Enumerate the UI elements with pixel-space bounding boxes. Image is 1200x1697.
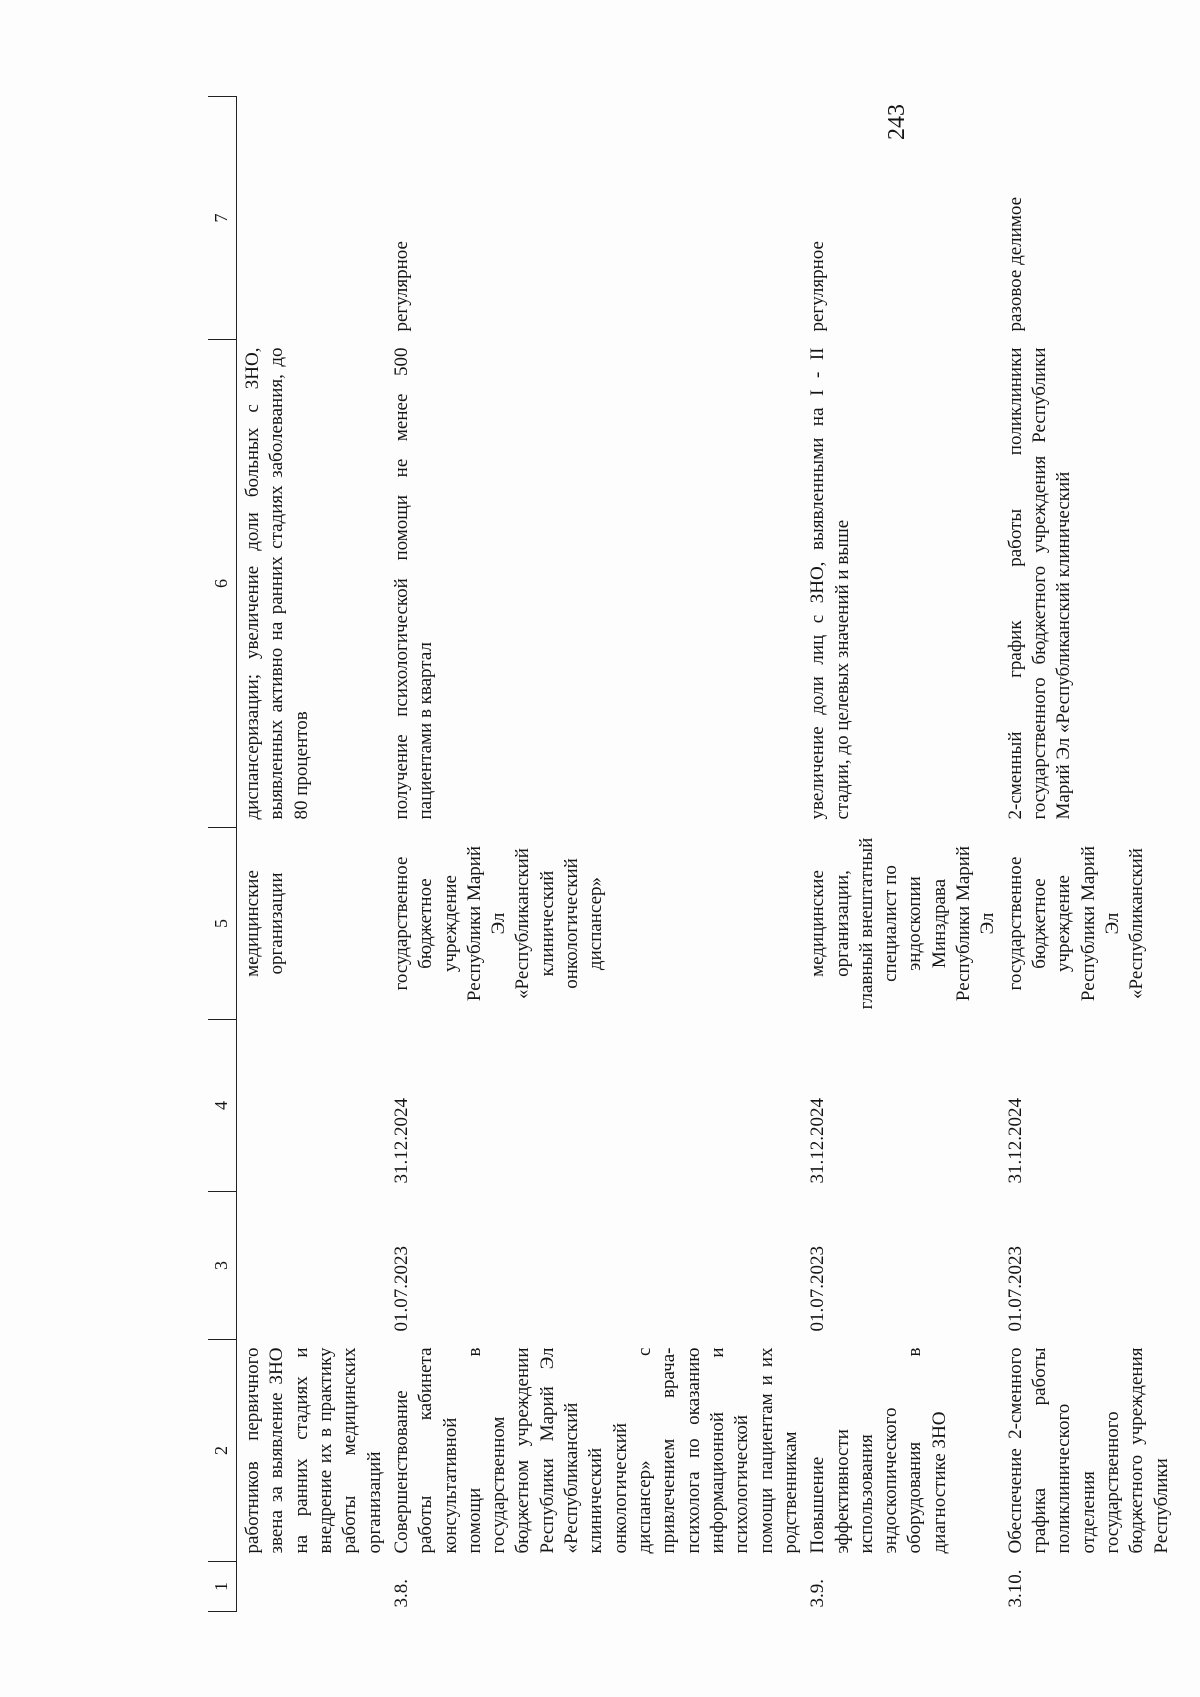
result-cell: 2-сменный график работы поликлиники государственного бюджетного учреждения Республики Марий Эл «Республиканский клинический (1004, 347, 1075, 820)
table-body (237, 97, 1176, 1612)
row-number: 3.10. (1004, 1569, 1026, 1608)
table-row (1003, 97, 1176, 1612)
row-number: 3.8. (390, 1579, 412, 1608)
start-date-cell: 01.07.2023 (807, 1246, 829, 1332)
type-cell: разовое делимое (1004, 196, 1026, 332)
responsible-cell: медицинские организации (242, 870, 288, 977)
responsible-cell: государственное бюджетное учреждение Республики Марий Эл «Республиканский клинический онкологический диспансер» (390, 845, 607, 1002)
header-cell-6: 6 (208, 340, 237, 828)
result-cell: получение психологической помощи не менее 500 пациентами в квартал (390, 347, 437, 820)
end-date-cell (237, 1020, 389, 1192)
rotated-table-container (208, 97, 1172, 1612)
page-number: 243 (884, 104, 910, 140)
type-cell (237, 97, 389, 340)
header-row (208, 97, 237, 1612)
type-cell: регулярное (390, 241, 412, 332)
measure-cell: работников первичного звена за выявление ЗНО на ранних стадиях и внедрение их в практику работы медицинских организаций (242, 1347, 385, 1554)
result-cell: увеличение доли лиц с ЗНО, выявленными на I - II стадии, до целевых значений и выше (807, 347, 853, 820)
type-cell: регулярное (807, 241, 829, 332)
plan-table (208, 96, 1176, 1612)
header-cell-4: 4 (208, 1020, 237, 1192)
measure-cell: Совершенствование работы кабинета консультативной помощи в государственном бюджетном учреждении Республики Марий Эл «Республиканский клинический онкологический диспансер» с привлечением врача-психолога по оказанию информационной и психологической помощи пациентам и их родственникам (390, 1347, 801, 1554)
table-row (389, 97, 805, 1612)
measure-cell: Повышение эффективности использования эндоскопического оборудования в диагностике ЗНО (807, 1347, 950, 1554)
header-cell-3: 3 (208, 1192, 237, 1340)
end-date-cell: 31.12.2024 (390, 1098, 412, 1184)
responsible-cell: государственное бюджетное учреждение Республики Марий Эл «Республиканский (1004, 845, 1148, 1002)
row-number (237, 1562, 389, 1612)
header-cell-2: 2 (208, 1340, 237, 1562)
result-cell: диспансеризации; увеличение доли больных с ЗНО, выявленных активно на ранних стадиях заболевания, до 80 процентов (242, 347, 312, 820)
measure-cell: Обеспечение 2-сменного графика работы поликлинического отделения государственного бюджетного учреждения Республики (1004, 1347, 1172, 1554)
header-cell-1: 1 (208, 1562, 237, 1612)
header-cell-5: 5 (208, 828, 237, 1020)
start-date-cell (237, 1192, 389, 1340)
table-row (805, 97, 1003, 1612)
start-date-cell: 01.07.2023 (390, 1246, 412, 1332)
end-date-cell: 31.12.2024 (1004, 1098, 1026, 1184)
header-cell-7: 7 (208, 97, 237, 340)
end-date-cell: 31.12.2024 (807, 1098, 829, 1184)
responsible-cell: медицинские организации, главный внештатный специалист по эндоскопии Минздрава Республики Марий Эл (807, 837, 999, 1010)
start-date-cell: 01.07.2023 (1004, 1246, 1026, 1332)
row-number: 3.9. (807, 1579, 829, 1608)
table-row (237, 97, 389, 1612)
table-header (208, 97, 237, 1612)
